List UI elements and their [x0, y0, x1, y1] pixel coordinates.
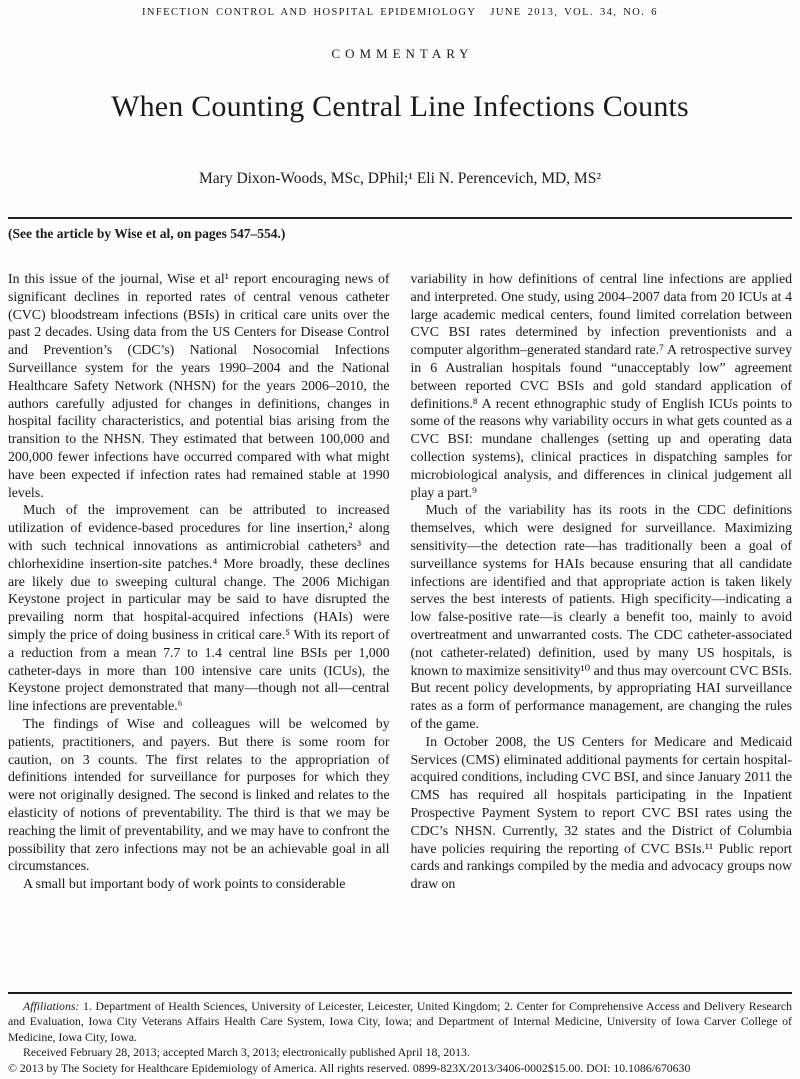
- left-column: [8, 271, 390, 894]
- paragraph: In October 2008, the US Centers for Medicare and Medicaid Services (CMS) eliminated additional payments for certain hospital-acquired conditions, including CVC BSI, and since January 2011 the CMS has required all hospitals participating in the Inpatient Prospective Payment System to report CVC BSI rates using the CDC’s NHSN. Currently, 32 states and the District of Columbia have policies requiring the reporting of CVC BSIs.¹¹ Public report cards and rankings compiled by the media and advocacy groups now draw on: [410, 734, 792, 893]
- paragraph: Much of the improvement can be attributed to increased utilization of evidence-based procedures for line insertion,² along with such technical innovations as antimicrobial catheters³ and chlorhexidine insertion-site patches.⁴ More broadly, these declines are likely due to sweeping cultural change. The 2006 Michigan Keystone project in particular may be said to have disrupted the prevailing norm that hospital-acquired infections (HAIs) were simply the price of doing business in critical care.⁵ With its report of a reduction from a mean 7.7 to 1.4 central line BSIs per 1,000 catheter-days in more than 100 intensive care units (ICUs), the Keystone project demonstrated that many—though not all—central line infections are preventable.⁶: [8, 503, 390, 715]
- footnote-block: [8, 992, 792, 1076]
- copyright-doi-note: © 2013 by The Society for Healthcare Epidemiology of America. All rights reserved. 0899-823X/2013/3406-0002$15.00. DOI: 10.1086/670630: [8, 1060, 691, 1075]
- journal-name: INFECTION CONTROL AND HOSPITAL EPIDEMIOLOGY: [142, 7, 477, 18]
- affiliations-text: 1. Department of Health Sciences, University of Leicester, Leicester, United Kingdom; 2. Center for Comprehensive Access and Delivery Research and Evaluation, Iowa City Veterans Affairs Health Care System, Iowa City, Iowa; and Department of Internal Medicine, University of Iowa Carver College of Medicine, Iowa City, Iowa.: [8, 999, 792, 1044]
- affiliations-label: Affiliations:: [23, 999, 80, 1013]
- see-article-note: (See the article by Wise et al, on pages 547–554.): [8, 226, 286, 241]
- paragraph: Much of the variability has its roots in the CDC definitions themselves, which were designed for surveillance. Maximizing sensitivity—the detection rate—has traditionally been a goal of surveillance systems for HAIs because ensuring that all candidate infections are identified and that appropriate action is taken likely serves the best interests of patients. High specificity—indicating a low false-positive rate—is clearly a benefit too, mainly to avoid overtreatment and unwarranted costs. The CDC catheter-associated (not catheter-related) definition, used by many US hospitals, is known to maximize sensitivity¹⁰ and thus may overcount CVC BSIs. But recent policy developments, by appropriating HAI surveillance rates as a form of performance management, are changing the rules of the game.: [410, 503, 792, 732]
- paragraph: variability in how definitions of central line infections are applied and interpreted. One study, using 2004–2007 data from 20 ICUs at 4 large academic medical centers, found limited correlation between CVC BSI rates determined by infection preventionists and a computer algorithm–generated standard rate.⁷ A retrospective survey in 6 Australian hospitals found “unacceptably low” agreement between reported CVC BSIs and gold standard application of definitions.⁸ A recent ethnographic study of English ICUs points to some of the reasons why variability occurs in what gets counted as a CVC BSI: mundane challenges (setting up and operating data collection systems), clinical practices in dispatching samples for microbiological analysis, and differences in clinical judgement all play a part.⁹: [410, 272, 792, 501]
- article-title: When Counting Central Line Infections Counts: [111, 90, 689, 123]
- journal-header: [8, 6, 792, 19]
- paragraph: In this issue of the journal, Wise et al¹ report encouraging news of significant declines in reported rates of central venous catheter (CVC) bloodstream infections (BSIs) in critical care units over the past 2 decades. Using data from the US Centers for Disease Control and Prevention’s (CDC’s) National Nosocomial Infections Surveillance system for the years 1990–2004 and the National Healthcare Safety Network (NHSN) for the years 2006–2010, the authors carefully adjusted for changes in definitions, changes in hospital facility characteristics, and potential bias arising from the transition to the NHSN. They estimated that between 100,000 and 200,000 fewer infections have occurred compared with what might have been expected if infection rates had remained stable at 1990 levels.: [8, 272, 390, 501]
- footnote-divider: [8, 992, 792, 994]
- received-dates-note: Received February 28, 2013; accepted March 3, 2013; electronically published April 18, 2013.: [23, 1045, 470, 1060]
- right-column: [411, 271, 793, 894]
- authors-line: Mary Dixon-Woods, MSc, DPhil;¹ Eli N. Perencevich, MD, MS²: [199, 170, 601, 187]
- title-divider: [8, 217, 792, 219]
- journal-issue-info: JUNE 2013, VOL. 34, NO. 6: [490, 7, 658, 18]
- section-label: COMMENTARY: [331, 46, 474, 61]
- article-body: [8, 271, 792, 894]
- paragraph: A small but important body of work points to considerable: [23, 877, 346, 893]
- paragraph: The findings of Wise and colleagues will be welcomed by patients, practitioners, and payers. But there is some room for caution, on 3 counts. The first relates to the appropriation of definitions intended for surveillance for purposes for which they were not originally designed. The second is linked and relates to the elasticity of notions of preventability. The third is that we may be reaching the limit of preventability, and we may have to confront the possibility that zero infections may not be an achievable goal in all circumstances.: [8, 716, 390, 875]
- affiliations-note: [8, 999, 792, 1045]
